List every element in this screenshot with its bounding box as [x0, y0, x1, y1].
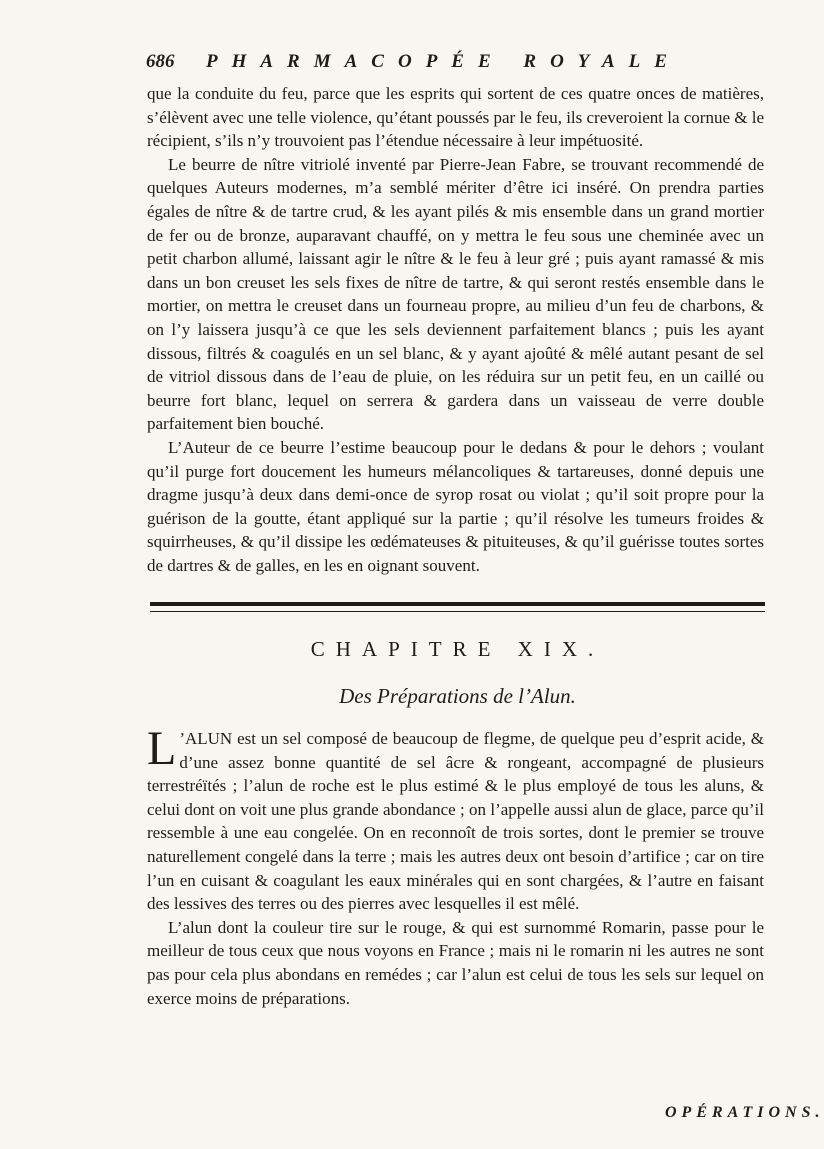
page-number: 686: [146, 51, 175, 72]
section-divider-rule: [150, 602, 765, 612]
chapter-text: [147, 722, 764, 1010]
chapter-title: CHAPITRE XIX.: [310, 637, 605, 661]
paragraph-text: ’ALUN est un sel composé de beaucoup de flegme, de quelque peu d’esprit acide, & d’une assez bonne quantité de sel âcre & rongeant, accompagné de plusieurs terrestréïtés ; l’alun de roche est le plus estimé & le plus employé de tous les aluns, & celui dont on voit une plus grande abondance ; on l’appelle aussi alun de glace, parce qu’il ressemble à une eau congelée. On en reconnoît de trois sortes, dont le premier se trouve naturellement congelé dans la terre ; mais les autres deux ont besoin d’artifice ; car on tire l’un en cuisant & coagulant les eaux minérales qui en sont chargées, & l’autre en faisant des lessives des terres ou des pierres avec lesquelles il est mêlé.: [147, 729, 764, 914]
paragraph: que la conduite du feu, parce que les esprits qui sortent de ces quatre onces de matières, s’élèvent avec une telle violence, qu’étant poussés par le feu, ils creveroient la cornue & le récipient, s’ils n’y trouvoient pas l’étendue nécessaire à leur impétuosité.: [147, 84, 764, 151]
drop-cap: L: [147, 722, 177, 775]
paragraph: L’Auteur de ce beurre l’estime beaucoup pour le dedans & pour le dehors ; voulant qu’il purge fort doucement les humeurs mélancoliques & tartareuses, donné depuis une dragme jusqu’à deux dans demi-once de syrop rosat ou violat ; qu’il soit propre pour la guérison de la goutte, étant appliqué sur la partie ; qu’il résolve les tumeurs froides & squirrheuses, & qu’il dissipe les œdémateuses & pituiteuses, & qu’il guérisse toutes sortes de dartres & de galles, en les en oignant souvent.: [147, 437, 764, 575]
chapter-subtitle: Des Préparations de l’Alun.: [339, 684, 576, 708]
paragraph: L’alun dont la couleur tire sur le rouge, & qui est surnommé Romarin, passe pour le meilleur de tous ceux que nous voyons en France ; mais ni le romarin ni les autres ne sont pas pour cela plus abondans en remédes ; car l’alun est celui de tous les sels sur lequel on exerce moins de préparations.: [147, 917, 764, 1008]
catchword: OPÉRATIONS.: [665, 1104, 824, 1121]
running-head: PHARMACOPÉE ROYALE: [206, 51, 681, 72]
paragraph: Le beurre de nître vitriolé inventé par Pierre-Jean Fabre, se trouvant recommendé de quelques Auteurs modernes, m’a semblé mériter d’être ici inséré. On prendra parties égales de nître & de tartre crud, & les ayant pilés & mis ensemble dans un grand mortier de fer ou de bronze, auparavant chauffé, on y mettra le feu sous une cheminée avec un petit charbon allumé, laissant agir le nître & le feu à leur gré ; puis ayant ramassé & mis dans un bon creuset les sels fixes de nître de tartre, & qui seront restés ensemble dans le mortier, on mettra le creuset dans un fourneau propre, au milieu d’un feu de charbons, & on l’y laissera jusqu’à ce que les sels deviennent parfaitement blancs ; puis les ayant dissous, filtrés & coagulés en un sel blanc, & y ayant ajoûté & mêlé autant pesant de sel de vitriol dissous dans de l’eau de pluie, on les réduira sur un petit feu, en un caillé ou beurre fort blanc, lequel on serrera & gardera dans un vaisseau de verre double parfaitement bien bouché.: [147, 154, 764, 434]
paragraph: [147, 722, 764, 916]
main-text: [147, 82, 764, 577]
